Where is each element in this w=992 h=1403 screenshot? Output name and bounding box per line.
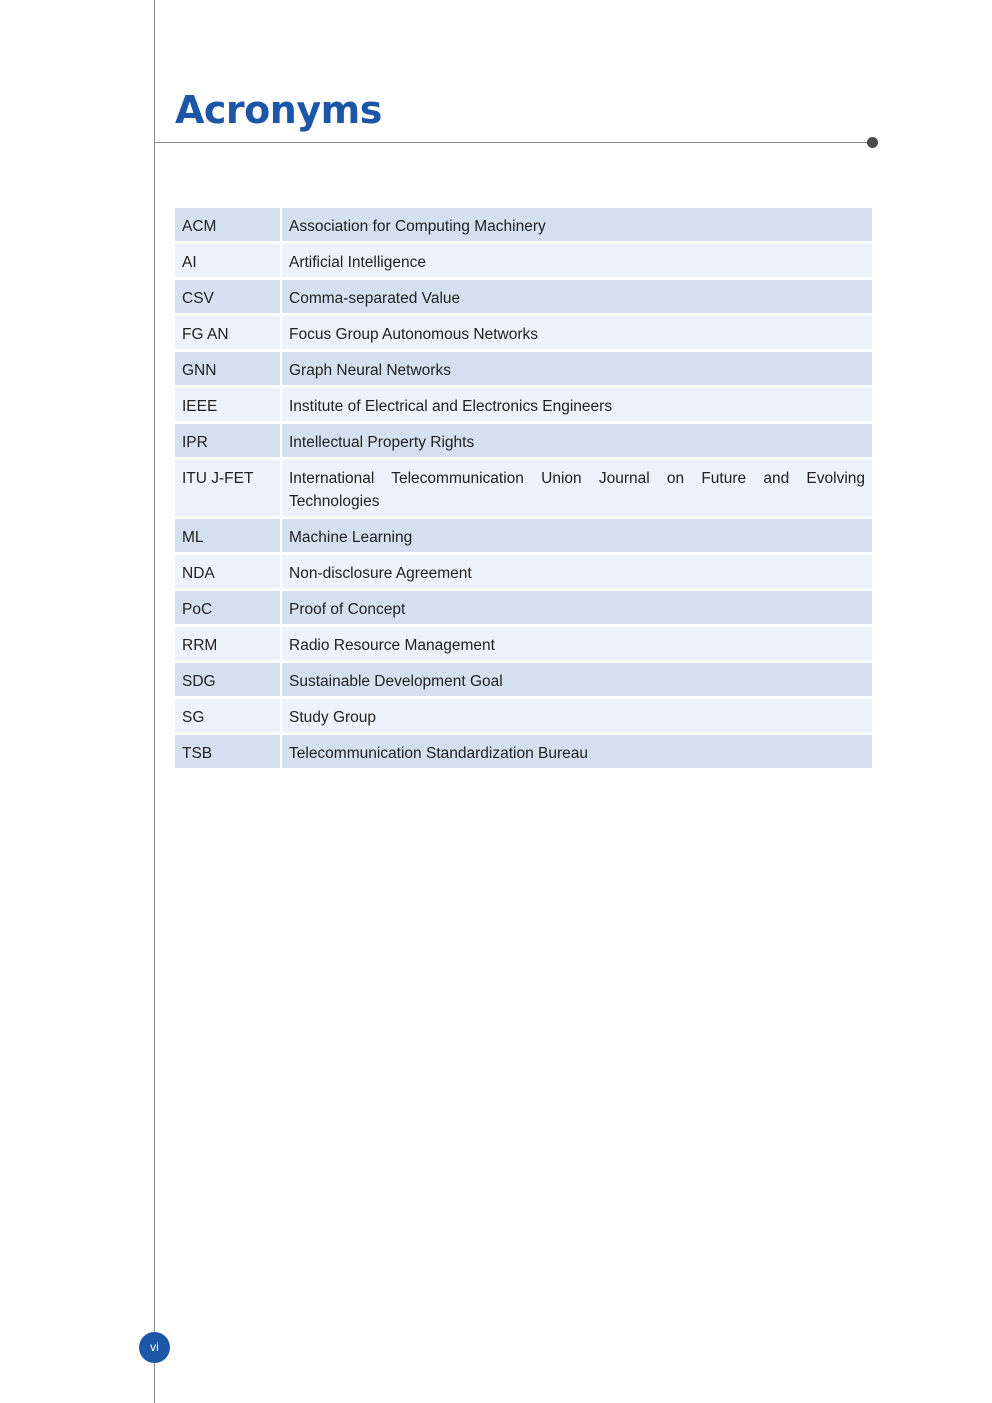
acronym-cell: IPR — [175, 424, 280, 457]
definition-cell: Non-disclosure Agreement — [282, 555, 872, 588]
table-row — [175, 244, 872, 277]
acronym-cell: SG — [175, 699, 280, 732]
definition-cell: Radio Resource Management — [282, 627, 872, 660]
table-row — [175, 316, 872, 349]
acronym-cell: IEEE — [175, 388, 280, 421]
acronym-cell: CSV — [175, 280, 280, 313]
table-row — [175, 388, 872, 421]
definition-cell: Study Group — [282, 699, 872, 732]
table-row — [175, 663, 872, 696]
acronym-cell: ACM — [175, 208, 280, 241]
acronym-cell: AI — [175, 244, 280, 277]
table-row — [175, 208, 872, 241]
definition-cell: International Telecommunication Union Journal on Future and Evolving Technologies — [282, 460, 872, 516]
table-row — [175, 627, 872, 660]
table-row — [175, 591, 872, 624]
table-row — [175, 424, 872, 457]
margin-rule — [154, 0, 155, 1403]
definition-cell: Intellectual Property Rights — [282, 424, 872, 457]
acronym-cell: PoC — [175, 591, 280, 624]
acronym-cell: GNN — [175, 352, 280, 385]
table-row — [175, 519, 872, 552]
definition-cell: Artificial Intelligence — [282, 244, 872, 277]
definition-cell: Machine Learning — [282, 519, 872, 552]
table-row — [175, 699, 872, 732]
acronym-cell: RRM — [175, 627, 280, 660]
title-divider — [154, 142, 872, 143]
table-row — [175, 555, 872, 588]
definition-cell: Proof of Concept — [282, 591, 872, 624]
table-row — [175, 460, 872, 516]
definition-cell: Focus Group Autonomous Networks — [282, 316, 872, 349]
table-row — [175, 352, 872, 385]
acronym-cell: TSB — [175, 735, 280, 768]
definition-cell: Telecommunication Standardization Bureau — [282, 735, 872, 768]
divider-end-dot — [867, 137, 878, 148]
definition-cell: Institute of Electrical and Electronics Engineers — [282, 388, 872, 421]
acronyms-table — [173, 205, 874, 771]
acronym-cell: ITU J-FET — [175, 460, 280, 516]
definition-cell: Association for Computing Machinery — [282, 208, 872, 241]
page-number-badge: vi — [139, 1332, 170, 1363]
table-row — [175, 735, 872, 768]
table-row — [175, 280, 872, 313]
acronym-cell: ML — [175, 519, 280, 552]
definition-cell: Sustainable Development Goal — [282, 663, 872, 696]
definition-cell: Graph Neural Networks — [282, 352, 872, 385]
acronym-cell: NDA — [175, 555, 280, 588]
definition-cell: Comma-separated Value — [282, 280, 872, 313]
acronym-cell: SDG — [175, 663, 280, 696]
page-title: Acronyms — [175, 88, 382, 132]
acronym-cell: FG AN — [175, 316, 280, 349]
